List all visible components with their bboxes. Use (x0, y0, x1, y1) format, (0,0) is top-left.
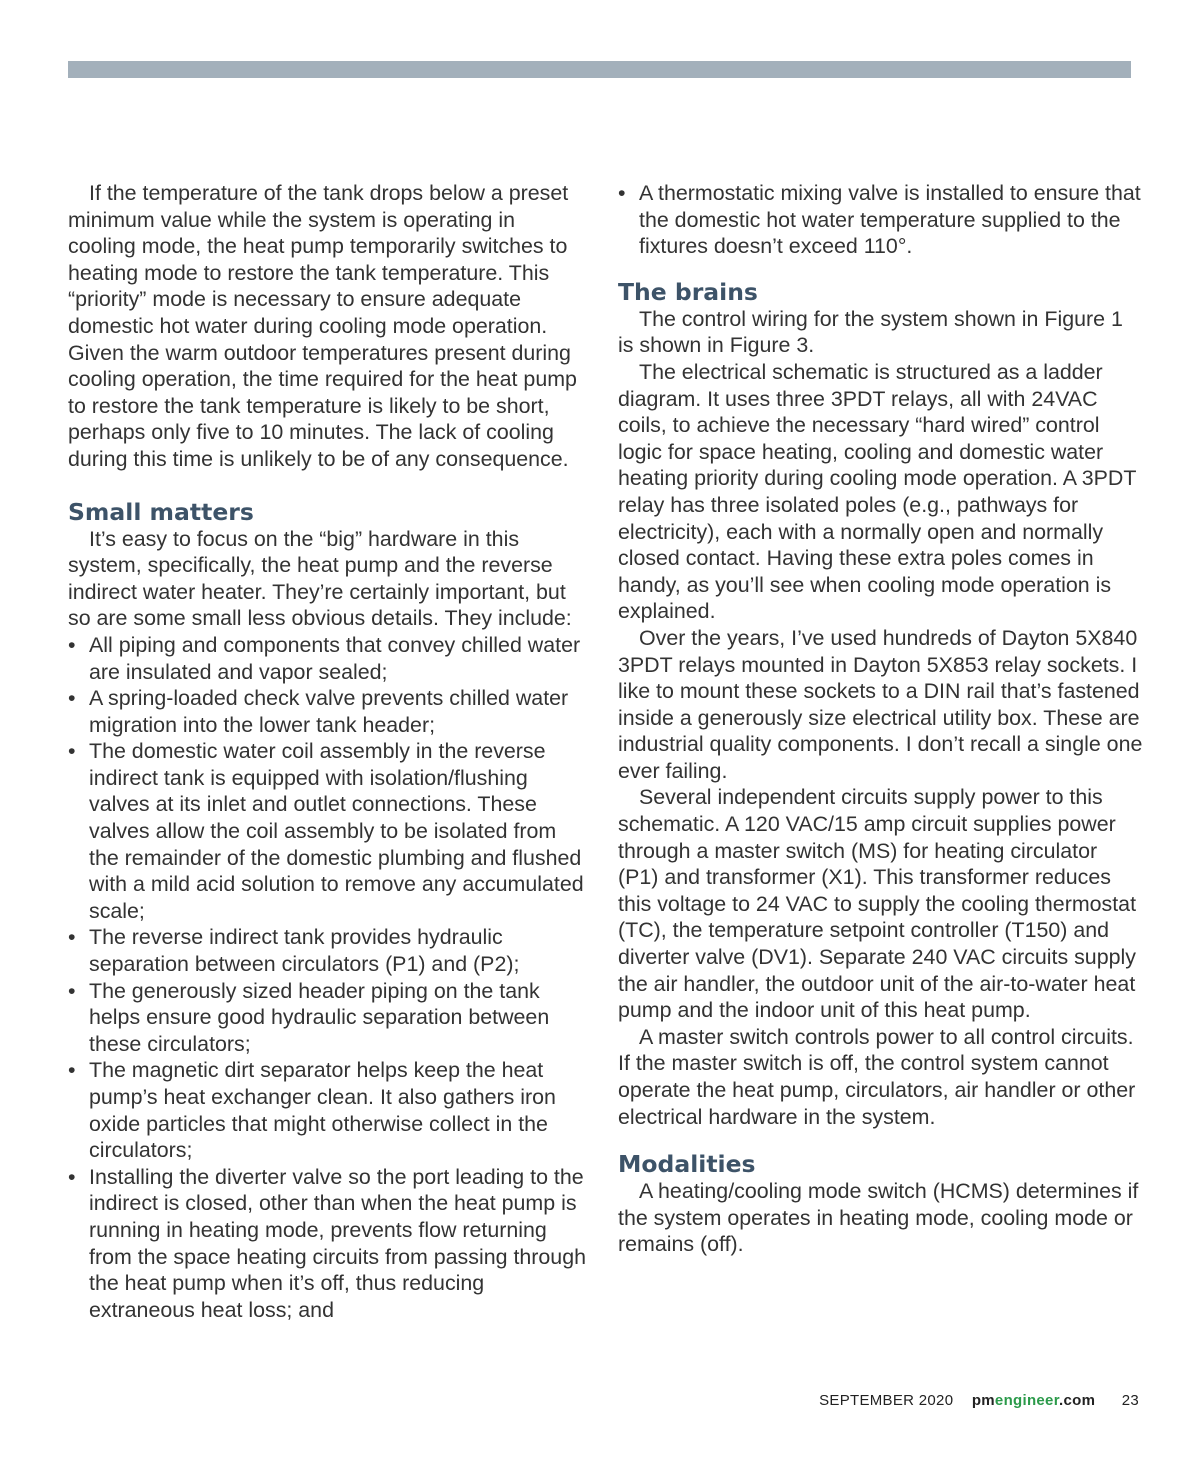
bullet-symbol: • (68, 632, 76, 657)
section-heading-modalities: Modalities (618, 1150, 756, 1179)
body-paragraph: The control wiring for the system shown in Figure 1 is shown in Figure 3. (618, 306, 1123, 358)
left-column (68, 180, 588, 1323)
section-heading-small-matters: Small matters (68, 497, 254, 526)
bullet-item (68, 738, 588, 924)
body-paragraph: Several independent circuits supply power to this schematic. A 120 VAC/15 amp circuit supplies power through a master switch (MS) for heating circulator (P1) and transformer (X1). This transformer reduces this voltage to 24 VAC to supply the cooling thermostat (TC), the temperature setpoint controller (T150) and diverter valve (DV1). Separate 240 VAC circuits supply the air handler, the outdoor unit of the air-to-water heat pump and the indoor unit of this heat pump. (618, 785, 1137, 1023)
brand-suffix: .com (1059, 1392, 1096, 1409)
bullet-symbol: • (68, 925, 76, 950)
right-column (618, 180, 1143, 1258)
bullet-text: The domestic water coil assembly in the reverse indirect tank is equipped with isolation/flushing valves at its inlet and outlet connections. These valves allow the coil assembly to be isolated from the remainder of the domestic plumbing and flushed with a mild acid solution to remove any accumulated scale; (89, 739, 584, 923)
brand-prefix: pm (971, 1392, 995, 1409)
bullet-text: A thermostatic mixing valve is installed to ensure that the domestic hot water temperature supplied to the fixtures doesn’t exceed 110°. (639, 181, 1141, 259)
details-bullet-list (68, 632, 588, 1323)
bullet-text: The generously sized header piping on the tank helps ensure good hydraulic separation between these circulators; (89, 978, 550, 1056)
bullet-item (68, 924, 588, 977)
page-number: 23 (1121, 1392, 1139, 1409)
body-paragraph: The electrical schematic is structured as a ladder diagram. It uses three 3PDT relays, all with 24VAC coils, to achieve the necessary “hard wired” control logic for space heating, cooling and domestic water heating priority during cooling mode operation. A 3PDT relay has three isolated poles (e.g., pathways for electricity), each with a normally open and normally closed contact. Having these extra poles comes in handy, as you’ll see when cooling mode operation is explained. (618, 359, 1137, 624)
section-heading-the-brains: The brains (618, 277, 758, 306)
bullet-item (618, 180, 1143, 260)
bullet-text: The reverse indirect tank provides hydraulic separation between circulators (P1) and (P2); (89, 925, 520, 977)
bullet-symbol: • (68, 1058, 76, 1083)
brand-highlight: engineer (994, 1392, 1060, 1409)
bullet-symbol: • (68, 686, 76, 711)
bullet-symbol: • (68, 1164, 76, 1189)
bullet-item (68, 685, 588, 738)
bullet-item (68, 632, 588, 685)
bullet-symbol: • (68, 978, 76, 1003)
bullet-symbol: • (68, 739, 76, 764)
small-matters-intro: It’s easy to focus on the “big” hardware in this system, specifically, the heat pump and the reverse indirect water heater. They’re certainly important, but so are some small less obvious details. They include: (68, 526, 572, 631)
bullet-text: A spring-loaded check valve prevents chilled water migration into the lower tank header; (89, 686, 569, 737)
body-paragraph: Over the years, I’ve used hundreds of Dayton 5X840 3PDT relays mounted in Dayton 5X853 relay sockets. I like to mount these sockets to a DIN rail that’s fastened inside a generously size electrical utility box. These are industrial quality components. I don’t recall a single one ever failing. (618, 625, 1143, 783)
bullet-item (68, 1057, 588, 1163)
header-rule-bar (68, 61, 1131, 78)
bullet-item (68, 1164, 588, 1324)
body-paragraph: A master switch controls power to all control circuits. If the master switch is off, the control system cannot operate the heat pump, circulators, air handler or other electrical hardware in the system. (618, 1024, 1136, 1129)
bullet-text: The magnetic dirt separator helps keep the heat pump’s heat exchanger clean. It also gathers iron oxide particles that might otherwise collect in the circulators; (89, 1058, 556, 1163)
issue-date: SEPTEMBER 2020 (819, 1392, 954, 1409)
bullet-symbol: • (618, 181, 626, 205)
publication-link[interactable] (972, 1392, 1095, 1409)
bullet-text: Installing the diverter valve so the port leading to the indirect is closed, other than when the heat pump is running in heating mode, prevents flow returning from the space heating circuits from passing through the heat pump when it’s off, thus reducing extraneous heat loss; and (89, 1164, 586, 1322)
body-paragraph: A heating/cooling mode switch (HCMS) determines if the system operates in heating mode, cooling mode or remains (off). (618, 1179, 1139, 1257)
bullet-item (68, 978, 588, 1058)
intro-paragraph: If the temperature of the tank drops below a preset minimum value while the system is operating in cooling mode, the heat pump temporarily switches to heating mode to restore the tank temperature. This “priority” mode is necessary to ensure adequate domestic hot water during cooling mode operation. Given the warm outdoor temperatures present during cooling operation, the time required for the heat pump to restore the tank temperature is likely to be short, perhaps only five to 10 minutes. The lack of cooling during this time is unlikely to be of any consequence. (68, 181, 577, 471)
mixing-valve-bullet-list (618, 180, 1143, 260)
page-footer (819, 1392, 1139, 1409)
bullet-text: All piping and components that convey chilled water are insulated and vapor sealed; (89, 632, 581, 684)
